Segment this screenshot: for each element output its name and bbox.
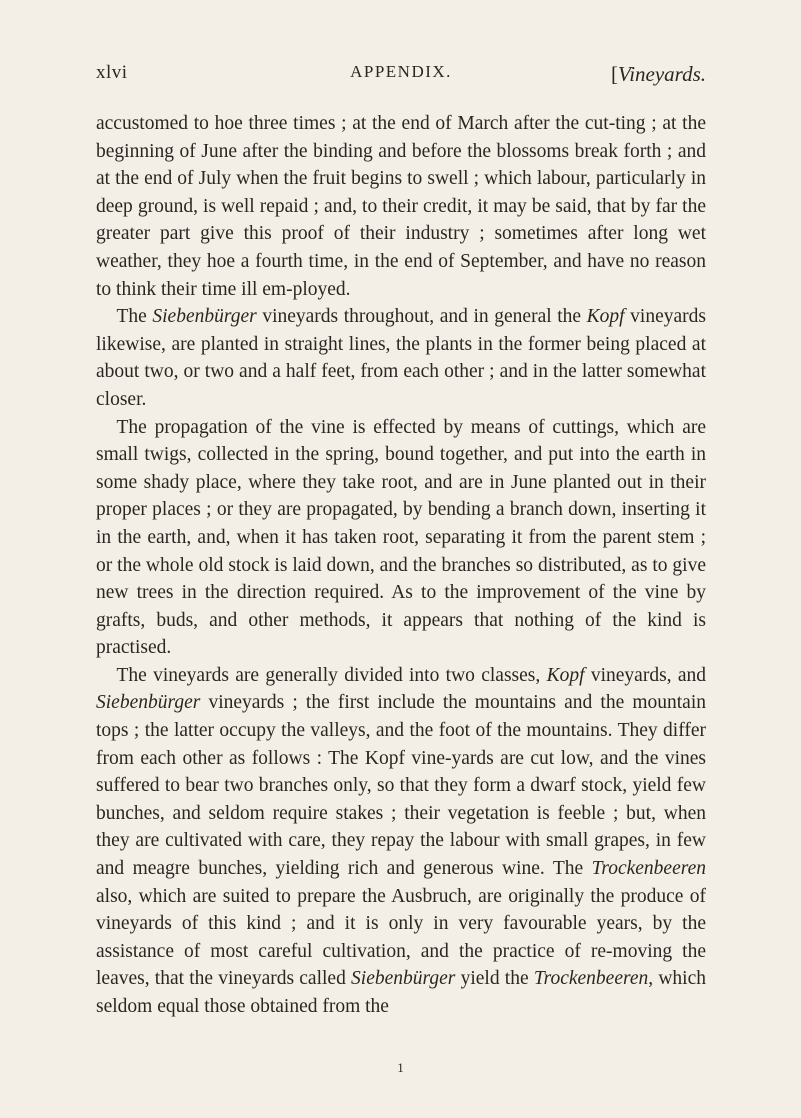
paragraph [96,110,706,303]
section-title: APPENDIX. [350,62,452,81]
italic-term: Kopf [586,306,625,328]
text-run: also, which are suited to prepare the Ausbruch, are originally the produce of vineyards of this kind ; and it is only in very favourable years, by the assistance of most careful cultivation, and the practice of re-moving the leaves, that the vineyards called [96,885,706,990]
page-header [96,62,706,92]
text-run: vineyards ; the first include the mountains and the mountain tops ; the latter occupy the valleys, and the foot of the mountains. They differ from each other as follows : The Kopf vine-yards are cut low, and the vines suffered to bear two branches only, so that they form a dwarf stock, yield few bunches, and seldom require stakes ; their vegetation is feeble ; but, when they are cultivated with care, they repay the labour with small grapes, in few and meagre bunches, yielding rich and generous wine. The [96,692,706,880]
signature-mark: 1 [397,1060,404,1075]
text-run: yield the [455,968,534,990]
text-run: The vineyards are generally divided into two classes, [116,664,547,686]
running-head-text: Vineyards. [617,62,706,86]
text-run: vineyards likewise, are planted in straight lines, the plants in the former being placed at about two, or two and a half feet, from each other ; and in the latter somewhat closer. [96,306,706,410]
italic-term: Trockenbeeren [591,858,706,880]
paragraph [96,414,706,662]
body-text [96,110,706,1021]
italic-term: Trockenbeeren [533,968,649,990]
text-run: The [116,306,153,328]
page-number: xlvi [96,62,128,83]
paragraph [96,303,706,413]
text-run: accustomed to hoe three times ; at the end of March after the cut-ting ; at the beginning of June after the binding and before the blossoms break forth ; and at the end of July when the fruit begins to swell ; which labour, particularly in deep ground, is well repaid ; and, to their credit, it may be said, that by far the greater part give this proof of their industry ; sometimes after long wet weather, they hoe a fourth time, in the end of September, and have no reason to think their time ill em-ployed. [96,113,706,300]
italic-term: Kopf [546,664,585,686]
italic-term: Siebenbürger [152,306,257,328]
italic-term: Siebenbürger [351,968,456,990]
text-run: The propagation of the vine is effected by means of cuttings, which are small twigs, collected in the spring, bound together, and put into the earth in some shady place, where they take root, and are in June planted out in their proper places ; or they are propagated, by bending a branch down, inserting it in the earth, and, when it has taken root, separating it from the parent stem ; or the whole old stock is laid down, and the branches so distributed, as to give new trees in the direction required. As to the improvement of the vine by grafts, buds, and other methods, it appears that nothing of the kind is practised. [96,416,706,659]
text-run: , which seldom equal those obtained from the [96,968,706,1017]
paragraph [96,662,706,1021]
text-run: vineyards, and [584,664,707,686]
italic-term: Siebenbürger [96,692,201,714]
running-head: [Vineyards. [610,62,706,86]
text-run: vineyards throughout, and in general the [256,306,587,328]
